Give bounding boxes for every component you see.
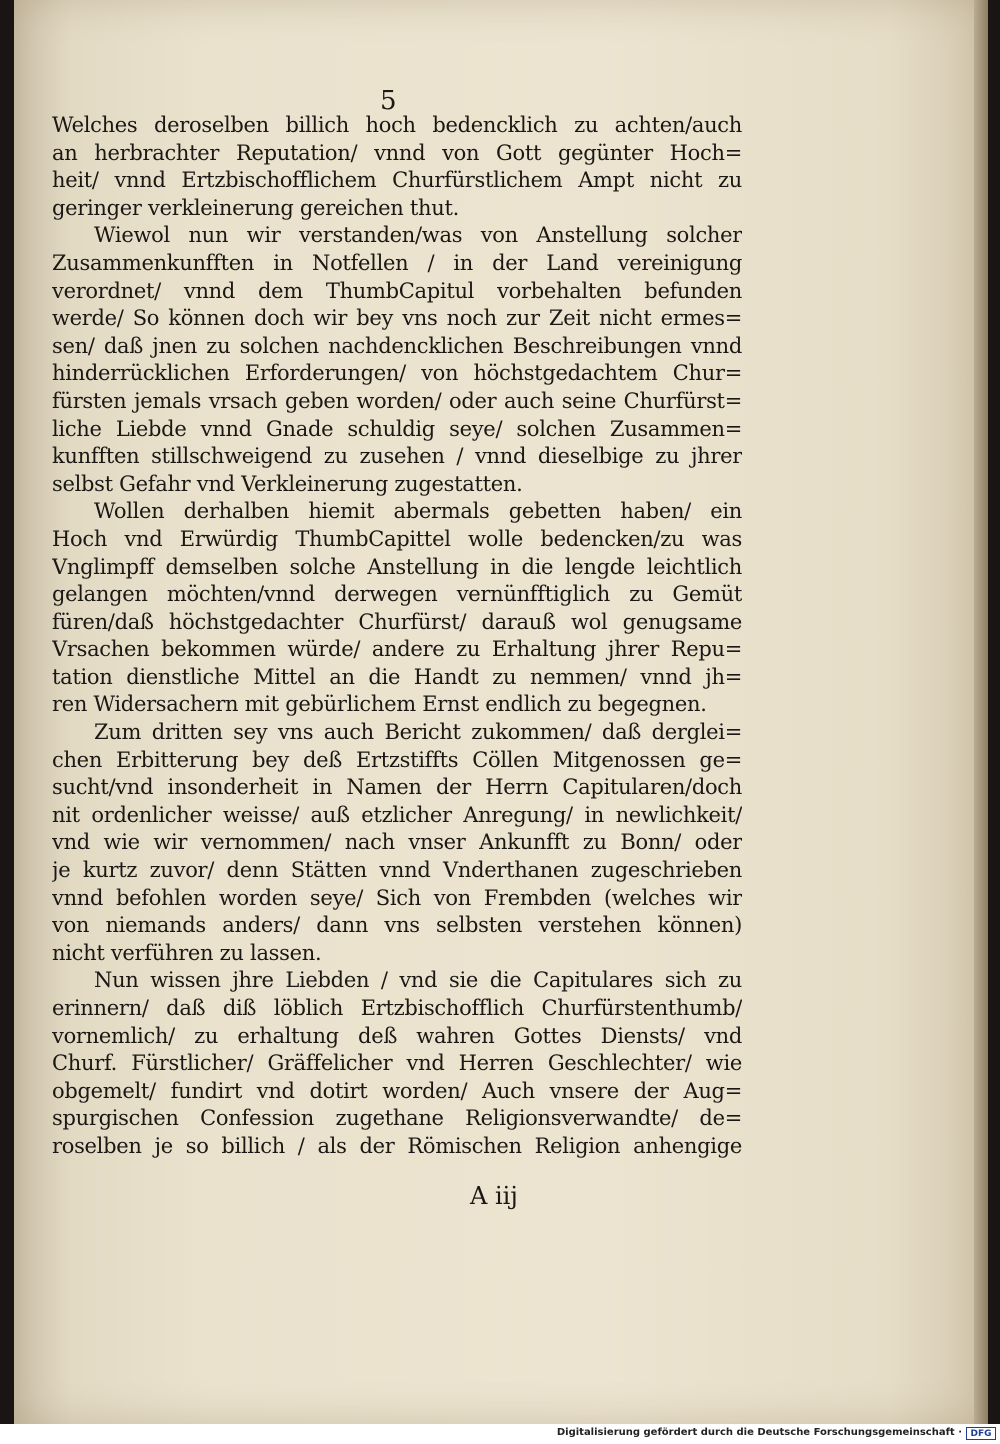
text-line: Zusammenkunfften in Notfellen / in der Land vereinigung	[52, 250, 742, 275]
text-line: sucht/vnd insonderheit in Namen der Herrn Capitularen/doch	[52, 775, 742, 800]
signature-mark: A iij	[470, 1182, 518, 1210]
paragraph-start-line: Wollen derhalben hiemit abermals gebetten haben/ ein	[94, 499, 742, 524]
text-line: liche Liebde vnnd Gnade schuldig seye/ solchen Zusammen=	[52, 416, 742, 441]
text-line: sen/ daß jnen zu solchen nachdencklichen Beschreibungen vnnd	[52, 333, 742, 358]
text-line: vnnd befohlen worden seye/ Sich von Frembden (welches wir	[52, 885, 742, 910]
text-line: nicht verführen zu lassen.	[52, 940, 322, 965]
funding-credit: Digitalisierung gefördert durch die Deutsche Forschungsgemeinschaft ·	[556, 1427, 962, 1438]
text-line: chen Erbitterung bey deß Ertzstiffts Cöllen Mitgenossen ge=	[52, 747, 742, 772]
text-line: ren Widersachern mit gebürlichem Ernst endlich zu begegnen.	[52, 692, 707, 717]
text-line: Welches deroselben billich hoch bedencklich zu achten/auch	[52, 113, 742, 137]
text-line: hinderrücklichen Erforderungen/ von höchstgedachtem Chur=	[52, 361, 742, 386]
text-line: nit ordenlicher weisse/ auß etzlicher Anregung/ in newlichkeit/	[52, 802, 742, 827]
text-line: verordnet/ vnnd dem ThumbCapitul vorbehalten befunden	[52, 278, 742, 303]
text-line: geringer verkleinerung gereichen thut.	[52, 195, 459, 220]
footer-bar	[0, 1424, 1000, 1444]
text-line: obgemelt/ fundirt vnd dotirt worden/ Auch vnsere der Aug=	[52, 1078, 742, 1103]
body-text	[52, 112, 742, 1161]
text-line: Hoch vnd Erwürdig ThumbCapittel wolle bedencken/zu was	[52, 526, 742, 551]
text-line: Vrsachen bekommen würde/ andere zu Erhaltung jhrer Repu=	[52, 637, 742, 662]
text-line: Churf. Fürstlicher/ Gräffelicher vnd Herren Geschlechter/ wie	[52, 1051, 742, 1076]
text-line: kunfften stillschweigend zu zusehen / vnnd dieselbige zu jhrer	[52, 444, 742, 469]
text-line: gelangen möchten/vnnd derwegen vernünfftiglich zu Gemüt	[52, 582, 742, 607]
text-line: je kurtz zuvor/ denn Stätten vnnd Vnderthanen zugeschrieben	[52, 858, 742, 883]
text-line: an herbrachter Reputation/ vnnd von Gott gegünter Hoch=	[52, 140, 742, 165]
text-line: vornemlich/ zu erhaltung deß wahren Gottes Diensts/ vnd	[52, 1023, 742, 1048]
text-line: spurgischen Confession zugethane Religionsverwandte/ de=	[52, 1106, 742, 1131]
text-line: vnd wie wir vernommen/ nach vnser Ankunfft zu Bonn/ oder	[52, 830, 742, 855]
text-line: tation dienstliche Mittel an die Handt zu nemmen/ vnnd jh=	[52, 664, 742, 689]
text-line: heit/ vnnd Ertzbischofflichem Churfürstlichem Ampt nicht zu	[52, 168, 742, 193]
paragraph-start-line: Nun wissen jhre Liebden / vnd sie die Capitulares sich zu	[94, 968, 742, 993]
text-line: erinnern/ daß diß löblich Ertzbischofflich Churfürstenthumb/	[52, 996, 742, 1020]
page-number: 5	[380, 86, 397, 116]
text-line: füren/daß höchstgedachter Churfürst/ darauß wol genugsame	[52, 609, 742, 634]
paragraph-start-line: Zum dritten sey vns auch Bericht zukommen/ daß derglei=	[94, 720, 742, 745]
text-line: roselben je so billich / als der Römischen Religion anhengige	[52, 1133, 742, 1158]
text-line: fürsten jemals vrsach geben worden/ oder auch seine Churfürst=	[52, 388, 742, 413]
text-line: von niemands anders/ dann vns selbsten verstehen können)	[52, 913, 742, 938]
paragraph-start-line: Wiewol nun wir verstanden/was von Anstellung solcher	[94, 223, 742, 248]
text-line: werde/ So können doch wir bey vns noch zur Zeit nicht ermes=	[52, 306, 742, 331]
text-line: Vnglimpff demselben solche Anstellung in die lengde leichtlich	[52, 554, 742, 579]
page-edge	[974, 0, 988, 1424]
text-line: selbst Gefahr vnd Verkleinerung zugestatten.	[52, 471, 523, 496]
dfg-logo[interactable]: DFG	[966, 1427, 996, 1440]
